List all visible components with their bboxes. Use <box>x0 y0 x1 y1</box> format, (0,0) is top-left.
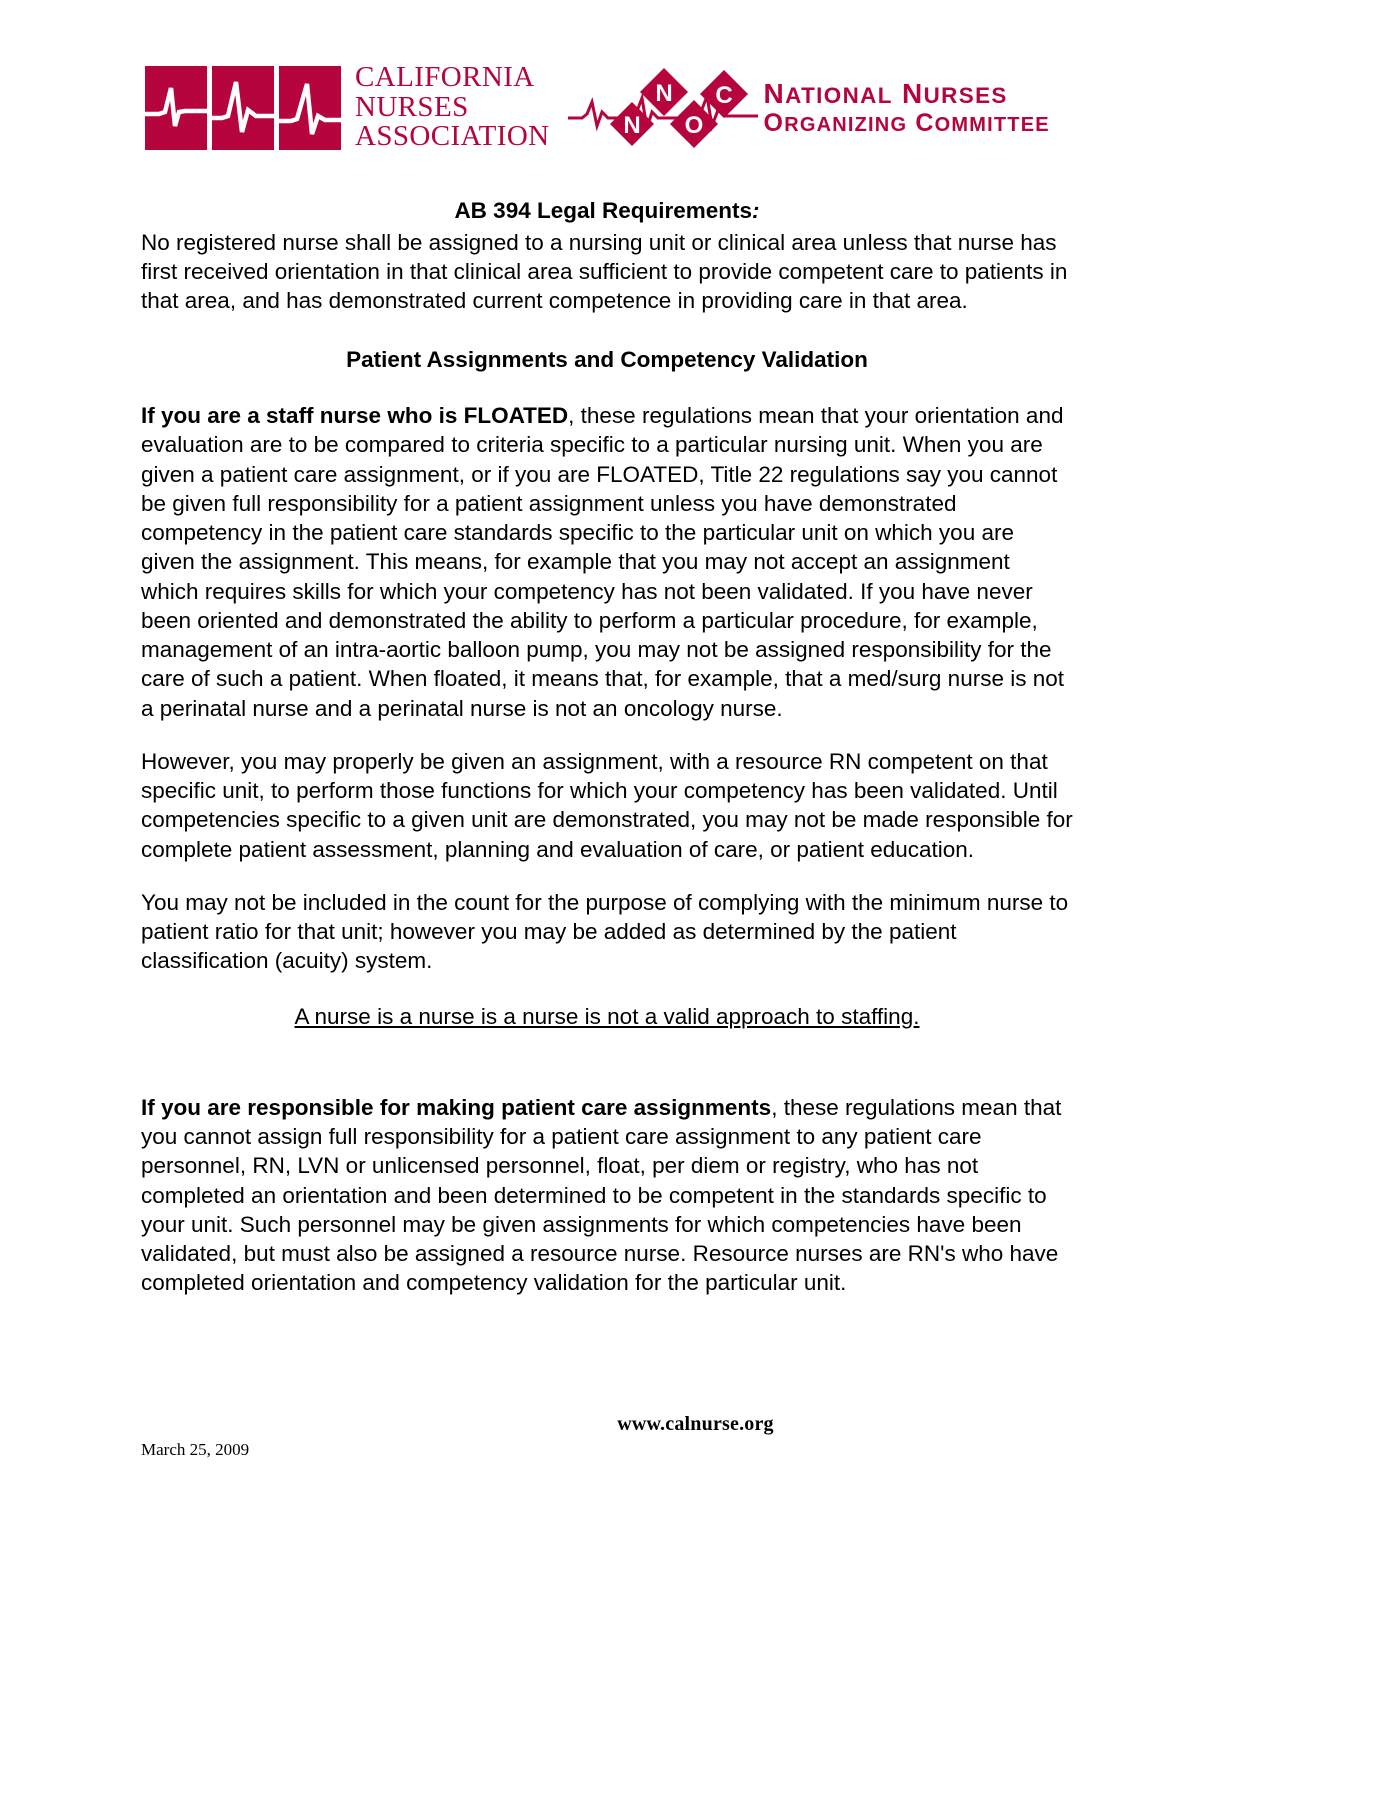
assignment-maker-lead-in: If you are responsible for making patient care assignments <box>141 1094 772 1120</box>
cna-wordmark-line-1: CALIFORNIA <box>355 60 535 93</box>
footer-website-url[interactable]: www.calnurse.org <box>617 1413 774 1435</box>
ratio-count-paragraph: You may not be included in the count for the purpose of complying with the minimum nurse to patient ratio for that unit; however you may be added as determined by the patient classification (acuity) system. <box>141 889 1069 974</box>
nnoc-wordmark <box>764 78 1050 137</box>
cna-ekg-squares-icon <box>145 66 341 150</box>
intro-paragraph: No registered nurse shall be assigned to a nursing unit or clinical area unless that nurse has first received orientation in that clinical area sufficient to provide competent care to patients in that area, and has demonstrated current competence in providing care in that area. <box>141 229 1068 314</box>
floated-nurse-paragraph <box>141 401 1073 723</box>
assignment-maker-body: , these regulations mean that you cannot assign full responsibility for a patient care assignment to any patient care personnel, RN, LVN or unlicensed personnel, float, per diem or registry, who has not completed an orientation and been determined to be competent in the standards specific to your unit. Such personnel may be given assignments for which competencies have been validated, but must also be assigned a resource nurse. Resource nurses are RN's who have completed orientation and competency validation for the particular unit. <box>141 1094 1062 1296</box>
spacer <box>141 723 1073 747</box>
svg-text:C: C <box>714 81 733 109</box>
document-header <box>145 55 1245 160</box>
document-body <box>141 196 1073 1298</box>
cna-wordmark-line-3: ASSOCIATION <box>355 120 550 153</box>
svg-text:O: O <box>684 111 703 139</box>
footer-date: March 25, 2009 <box>141 1440 250 1459</box>
resource-rn-paragraph: However, you may properly be given an assignment, with a resource RN competent on that specific unit, to perform those functions for which your competency has been validated. Until competencies specific to a given unit are demonstrated, you may not be made responsible for complete patient assessment, planning and evaluation of care, or patient education. <box>141 748 1073 862</box>
page-title <box>141 196 1073 226</box>
spacer <box>141 1031 1073 1093</box>
spacer <box>141 864 1073 888</box>
spacer <box>141 976 1073 1002</box>
nnoc-wordmark-line-1: NATIONAL NURSES <box>763 77 1008 109</box>
cna-wordmark-line-2: NURSES <box>355 90 469 123</box>
nnoc-wordmark-line-2: ORGANIZING COMMITTEE <box>763 109 1050 138</box>
cna-square-2 <box>212 66 274 150</box>
floated-nurse-body: , these regulations mean that your orientation and evaluation are to be compared to criteria specific to a particular nursing unit. When you are given a patient care assignment, or if you are FLOATED, Title 22 regulations say you cannot be given full responsibility for a patient assignment unless you have demonstrated competency in the patient care standards specific to the particular unit on which you are given the assignment. This means, for example that you may not accept an assignment which requires skills for which your competency has not been validated. If you have never been oriented and demonstrated the ability to perform a particular procedure, for example, management of an intra-aortic balloon pump, you may not be assigned responsibility for the care of such a patient. When floated, it means that, for example, that a med/surg nurse is not a perinatal nurse and a perinatal nurse is not an oncology nurse. <box>141 403 1064 721</box>
cna-wordmark <box>355 60 550 153</box>
emphasis-statement <box>141 1002 1073 1031</box>
page-title-text: AB 394 Legal Requirements <box>454 198 753 223</box>
floated-nurse-lead-in: If you are a staff nurse who is FLOATED <box>141 403 569 429</box>
page-title-colon: : <box>752 198 760 223</box>
svg-text:N: N <box>622 111 641 139</box>
svg-text:N: N <box>654 79 673 107</box>
emphasis-statement-text: A nurse is a nurse is a nurse is not a valid approach to staffing. <box>294 1003 920 1029</box>
cna-square-1 <box>145 66 207 150</box>
cna-square-3 <box>279 66 341 150</box>
national-nurses-organizing-committee-logo <box>568 55 1050 160</box>
california-nurses-association-logo <box>145 55 550 160</box>
section-heading: Patient Assignments and Competency Validation <box>346 347 868 373</box>
assignment-maker-paragraph <box>141 1093 1073 1298</box>
spacer <box>141 375 1073 401</box>
nnoc-diamonds-ekg-icon <box>568 62 758 154</box>
